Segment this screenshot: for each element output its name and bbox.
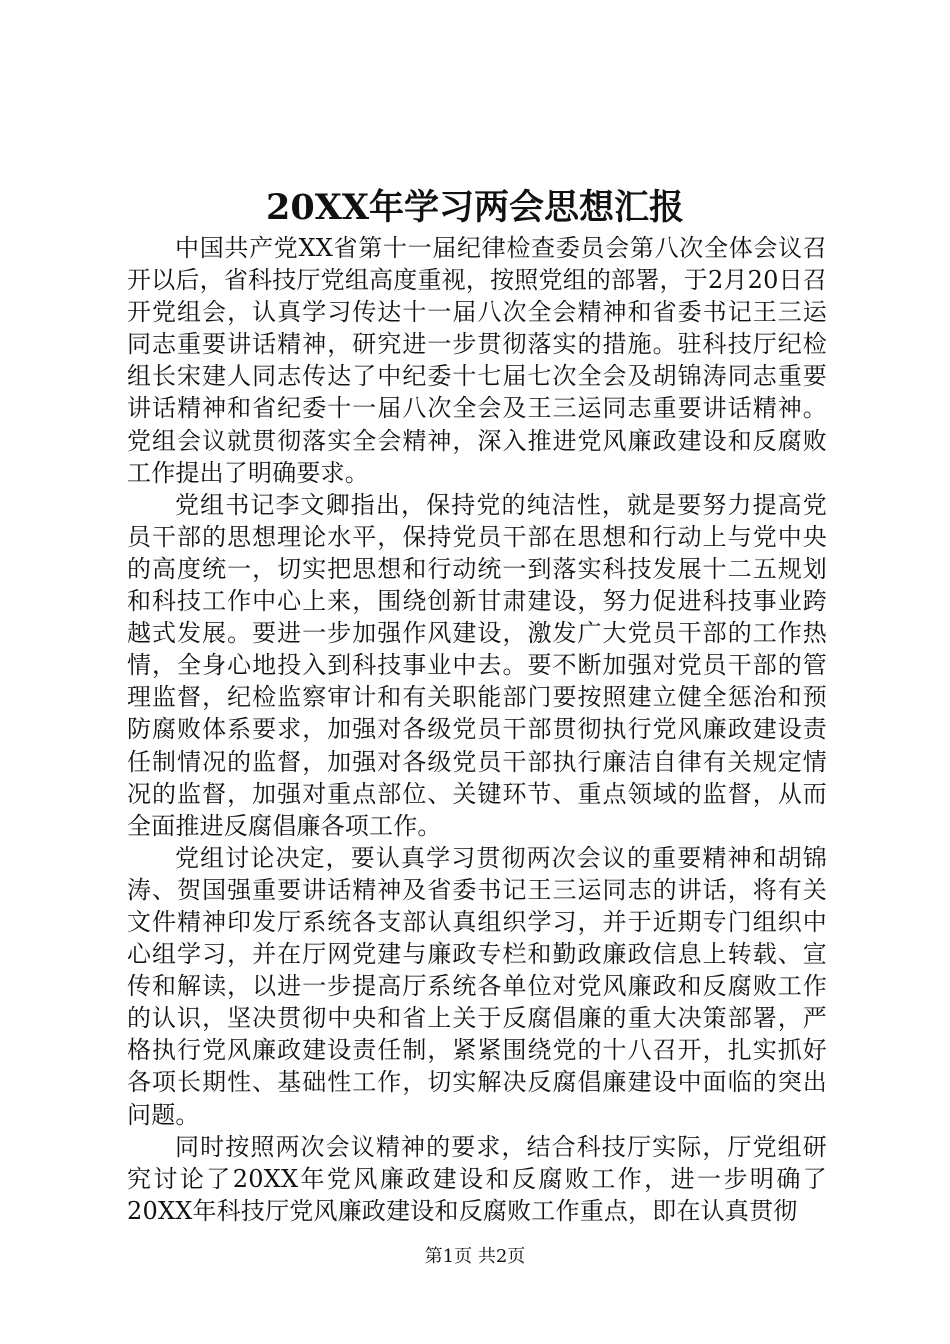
document-body xyxy=(127,232,827,1227)
document-title: 20XX年学习两会思想汇报 xyxy=(265,187,685,228)
paragraph: 中国共产党XX省第十一届纪律检查委员会第八次全体会议召开以后，省科技厅党组高度重视，按照党组的部署，于2月20日召开党组会，认真学习传达十一届八次全会精神和省委书记王三运同志重要讲话精神，研究进一步贯彻落实的措施。驻科技厅纪检组长宋建人同志传达了中纪委十七届七次全会及胡锦涛同志重要讲话精神和省纪委十一届八次全会及王三运同志重要讲话精神。党组会议就贯彻落实全会精神，深入推进党风廉政建设和反腐败工作提出了明确要求。 xyxy=(127,234,827,487)
paragraph: 党组讨论决定，要认真学习贯彻两次会议的重要精神和胡锦涛、贺国强重要讲话精神及省委书记王三运同志的讲话，将有关文件精神印发厅系统各支部认真组织学习，并于近期专门组织中心组学习，并在厅网党建与廉政专栏和勤政廉政信息上转载、宣传和解读，以进一步提高厅系统各单位对党风廉政和反腐败工作的认识，坚决贯彻中央和省上关于反腐倡廉的重大决策部署，严格执行党风廉政建设责任制，紧紧围绕党的十八召开，扎实抓好各项长期性、基础性工作，切实解决反腐倡廉建设中面临的突出问题。 xyxy=(127,843,827,1129)
paragraph: 党组书记李文卿指出，保持党的纯洁性，就是要努力提高党员干部的思想理论水平，保持党员干部在思想和行动上与党中央的高度统一，切实把思想和行动统一到落实科技发展十二五规划和科技工作中心上来，围绕创新甘肃建设，努力促进科技事业跨越式发展。要进一步加强作风建设，激发广大党员干部的工作热情，全身心地投入到科技事业中去。要不断加强对党员干部的管理监督，纪检监察审计和有关职能部门要按照建立健全惩治和预防腐败体系要求，加强对各级党员干部贯彻执行党风廉政建设责任制情况的监督，加强对各级党员干部执行廉洁自律有关规定情况的监督，加强对重点部位、关键环节、重点领域的监督，从而全面推进反腐倡廉各项工作。 xyxy=(127,490,827,840)
page-number-footer: 第1页 共2页 xyxy=(424,1246,526,1267)
paragraph: 同时按照两次会议精神的要求，结合科技厅实际，厅党组研究讨论了20XX年党风廉政建设和反腐败工作，进一步明确了20XX年科技厅党风廉政建设和反腐败工作重点，即在认真贯彻 xyxy=(127,1132,827,1225)
